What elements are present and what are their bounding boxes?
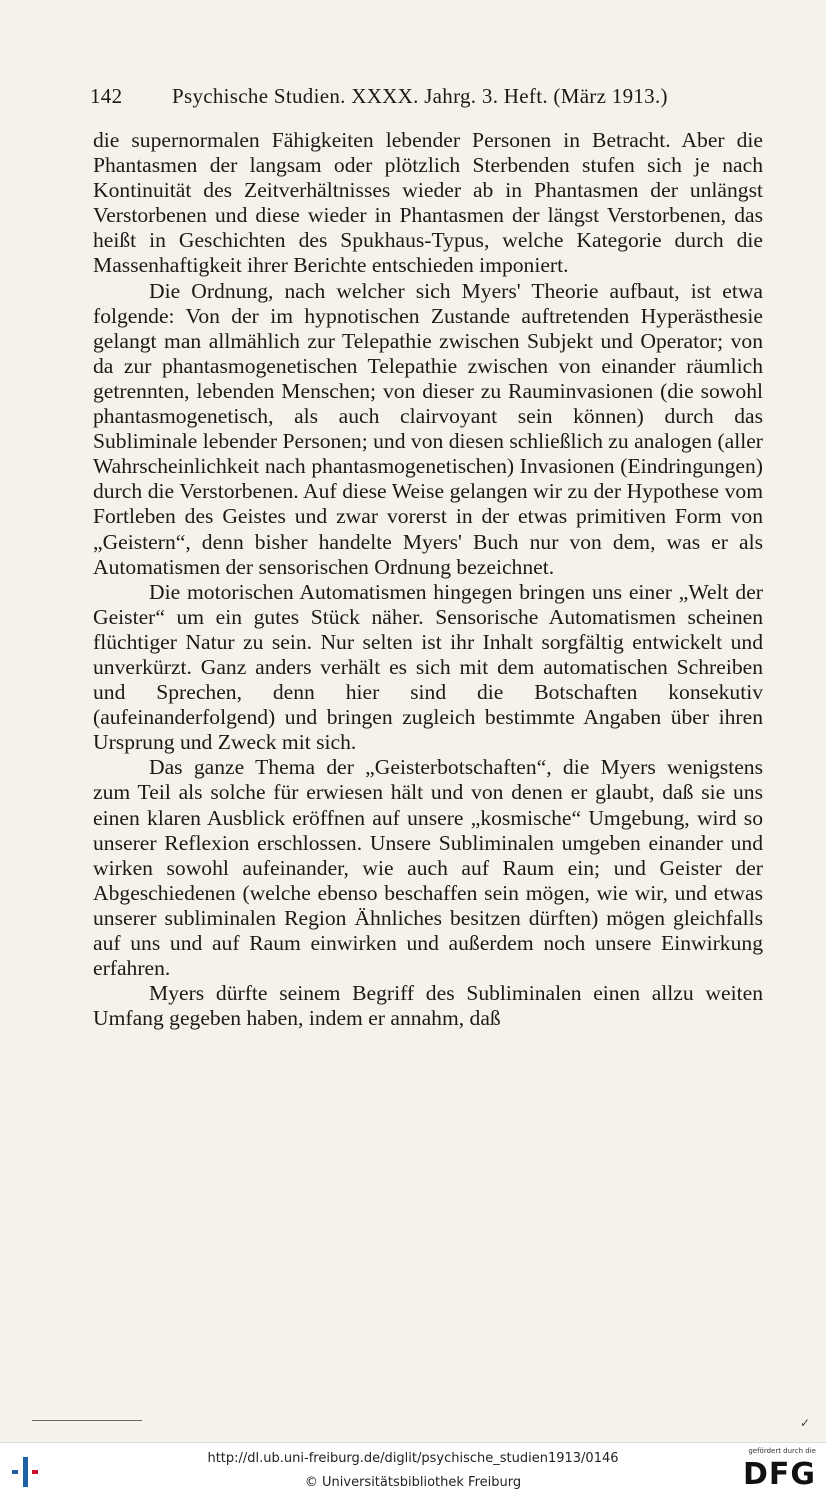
- permalink-url[interactable]: http://dl.ub.uni-freiburg.de/diglit/psychische_studien1913/0146: [207, 1451, 619, 1466]
- running-title: Psychische Studien. XXXX. Jahrg. 3. Heft. (März 1913.): [172, 84, 668, 108]
- dfg-logo: [726, 1447, 816, 1497]
- dfg-logo-text: DFG: [742, 1457, 816, 1492]
- paragraph: Die Ordnung, nach welcher sich Myers' Theorie aufbaut, ist etwa folgende: Von der im hypnotischen Zustande auftretenden Hyperästhesie gelangt man allmählich zur Telepathie zwischen Subjekt und Operator; von da zur phantasmogenetischen Telepathie zwischen von einander räumlich getrennten, lebenden Menschen; von dieser zu Rauminvasionen (die sowohl phantasmogenetisch, als auch clairvoyant sein können) durch das Subliminale lebender Personen; und von diesen schließlich zu analogen (aller Wahrscheinlichkeit nach phantasmogenetischen) Invasionen (Eindringungen) durch die Verstorbenen. Auf diese Weise gelangen wir zu der Hypothese vom Fortleben des Geistes und zwar vorerst in der etwas primitiven Form von „Geistern“, denn bisher handelte Myers' Buch nur von dem, was er als Automatismen der sensorischen Ordnung bezeichnet.: [93, 278, 763, 579]
- paragraph-continuation: die supernormalen Fähigkeiten lebender Personen in Betracht. Aber die Phantasmen der langsam oder plötzlich Sterbenden stufen sich je nach Kontinuität des Zeitverhältnisses wieder ab in Phantasmen der unlängst Verstorbenen und diese wieder in Phantasmen der längst Verstorbenen, das heißt in Geschichten des Spukhaus-Typus, welche Kategorie durch die Massenhaftigkeit ihrer Berichte entschieden imponiert.: [93, 128, 763, 278]
- viewer-footer: [0, 1442, 826, 1500]
- paragraph: Myers dürfte seinem Begriff des Subliminalen einen allzu weiten Umfang gegeben haben, indem er annahm, daß: [93, 981, 763, 1031]
- running-header: [90, 84, 760, 114]
- paragraph: Die motorischen Automatismen hingegen bringen uns einer „Welt der Geister“ um ein gutes Stück näher. Sensorische Automatismen scheinen flüchtiger Natur zu sein. Nur selten ist ihr Inhalt sorgfältig entwickelt und unverkürzt. Ganz anders verhält es sich mit dem automatischen Schreiben und Sprechen, denn hier sind die Botschaften konsekutiv (aufeinanderfolgend) und bringen zugleich bestimmte Angaben über ihren Ursprung und Zweck mit sich.: [93, 579, 763, 755]
- copyright-text: © Universitätsbibliothek Freiburg: [304, 1475, 522, 1490]
- page-number: 142: [90, 84, 123, 108]
- footnote-rule: [32, 1420, 142, 1421]
- scan-mark: ✓: [800, 1416, 811, 1430]
- sponsor-caption: gefördert durch die: [748, 1447, 816, 1455]
- body-text: [93, 128, 763, 1031]
- paragraph: Das ganze Thema der „Geisterbotschaften“, die Myers wenigstens zum Teil als solche für erwiesen hält und von denen er glaubt, daß sie uns einen klaren Ausblick eröffnen auf unsere „kosmische“ Umgebung, wird so unserer Reflexion erschlossen. Unsere Subliminalen umgeben einander und wirken sowohl aufeinander, wie auch auf Raum ein; und Geister der Abgeschiedenen (welche ebenso beschaffen sein mögen, wie wir, und etwas unserer subliminalen Region Ähnliches besitzen dürften) mögen gleichfalls auf uns und auf Raum einwirken und außerdem noch unsere Einwirkung erfahren.: [93, 755, 763, 981]
